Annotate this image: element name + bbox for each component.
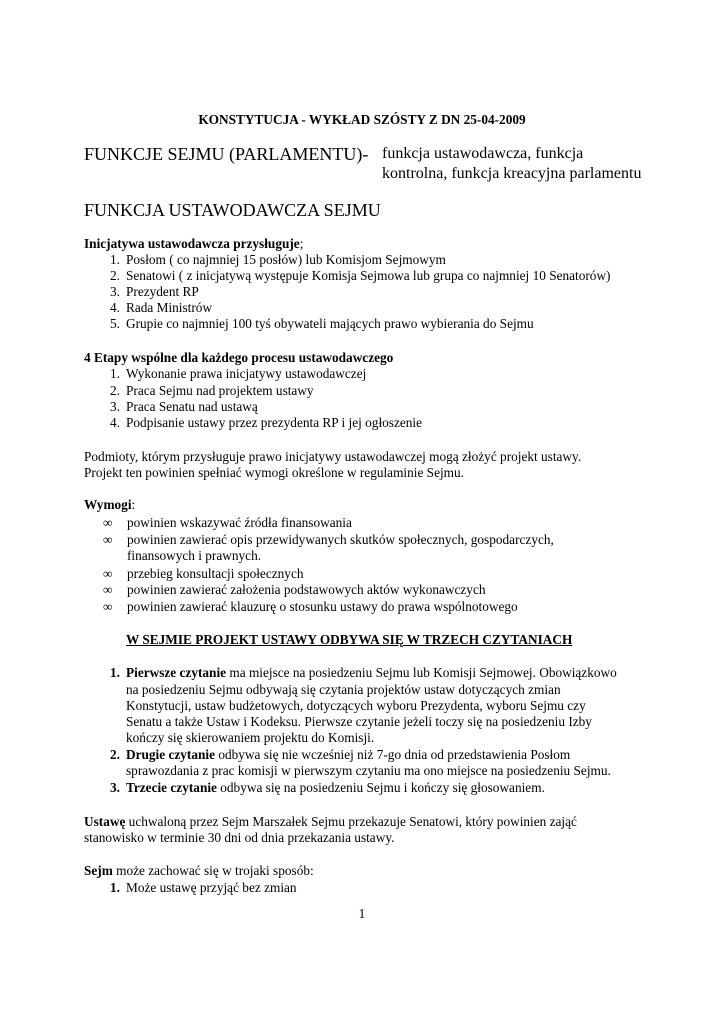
section-heading-functions: FUNKCJE SEJMU (PARLAMENTU)- (84, 144, 369, 164)
paragraph-act-line1: Ustawę uchwaloną przez Sejm Marszałek Sejmu przekazuje Senatowi, który powinien zająć (84, 814, 577, 829)
reading-item: 1. Pierwsze czytanie ma miejsce na posiedzeniu Sejmu lub Komisji Sejmowej. Obowiązkowo (110, 665, 617, 680)
infinity-bullet-icon: ∞ (103, 566, 113, 581)
reading-item-line: Senatu a także Ustaw i Kodeksu. Pierwsze czytanie jeżeli toczy się na posiedzeniu Izby (126, 714, 592, 729)
section-heading-legislative: FUNKCJA USTAWODAWCZA SEJMU (84, 200, 381, 220)
list-item: ∞ powinien zawierać klauzurę o stosunku ustawy do prawa wspólnotowego (103, 599, 518, 614)
document-title: KONSTYTUCJA - WYKŁAD SZÓSTY Z DN 25-04-2009 (198, 112, 526, 127)
list-item: 3. Praca Senatu nad ustawą (110, 399, 258, 414)
reading-item-line: sprawozdania z prac komisji w pierwszym czytaniu ma ono miejsce na posiedzeniu Sejmu. (126, 763, 611, 778)
reading-item-line: kończy się skierowaniem projektu do Komisji. (126, 730, 375, 745)
list-item: 1. Może ustawę przyjąć bez zmian (110, 880, 297, 895)
reading-item: 3. Trzecie czytanie odbywa się na posiedzeniu Sejmu i kończy się głosowaniem. (110, 780, 545, 795)
list-item: ∞ powinien wskazywać źródła finansowania (103, 515, 352, 530)
initiative-label: Inicjatywa ustawodawcza przysługuje; (84, 236, 304, 251)
list-item: ∞ przebieg konsultacji społecznych (103, 566, 304, 581)
requirements-label: Wymogi: (84, 497, 136, 512)
readings-heading: W SEJMIE PROJEKT USTAWY ODBYWA SIĘ W TRZECH CZYTANIACH (126, 632, 573, 647)
paragraph-subjects-line1: Podmioty, którym przysługuje prawo inicjatywy ustawodawczej mogą złożyć projekt ustawy. (84, 449, 582, 464)
list-item: 4. Podpisanie ustawy przez prezydenta RP i jej ogłoszenie (110, 415, 423, 430)
infinity-bullet-icon: ∞ (103, 582, 113, 597)
reading-item-line: na posiedzeniu Sejmu odbywają się czytania projektów ustaw dotyczących zmian (126, 682, 561, 697)
paragraph-act-line2: stanowisko w terminie 30 dni od dnia przekazania ustawy. (84, 830, 395, 845)
paragraph-subjects-line2: Projekt ten powinien spełniać wymogi określone w regulaminie Sejmu. (84, 465, 464, 480)
page-number: 1 (358, 906, 366, 921)
list-item: 4. Rada Ministrów (110, 300, 213, 315)
stages-label: 4 Etapy wspólne dla każdego procesu ustawodawczego (84, 350, 394, 365)
section-heading-functions-list-line2: kontrolna, funkcja kreacyjna parlamentu (382, 165, 642, 182)
list-item: 5. Grupie co najmniej 100 tyś obywateli mających prawo wybierania do Sejmu (110, 316, 534, 331)
list-item: ∞ powinien zawierać opis przewidywanych skutków społecznych, gospodarczych, (103, 532, 554, 547)
section-heading-functions-list-line1: funkcja ustawodawcza, funkcja (382, 145, 584, 162)
list-item: 2. Senatowi ( z inicjatywą występuje Komisja Sejmowa lub grupa co najmniej 10 Senatorów) (110, 268, 611, 283)
list-item: ∞ powinien zawierać założenia podstawowych aktów wykonawczych (103, 582, 486, 597)
list-item: 1. Wykonanie prawa inicjatywy ustawodawczej (110, 366, 367, 381)
reading-item-line: Konstytucji, ustaw budżetowych, dotyczących wyboru Prezydenta, wyboru Sejmu czy (126, 698, 586, 713)
infinity-bullet-icon: ∞ (103, 532, 113, 547)
list-item-continuation: finansowych i prawnych. (127, 548, 262, 563)
infinity-bullet-icon: ∞ (103, 515, 113, 530)
list-item: 3. Prezydent RP (110, 284, 199, 299)
list-item: 1. Posłom ( co najmniej 15 posłów) lub Komisjom Sejmowym (110, 252, 446, 267)
reading-item: 2. Drugie czytanie odbywa się nie wcześniej niż 7-go dnia od przedstawienia Posłom (110, 747, 571, 762)
infinity-bullet-icon: ∞ (103, 599, 113, 614)
list-item: 2. Praca Sejmu nad projektem ustawy (110, 383, 314, 398)
paragraph-sejm: Sejm może zachować się w trojaki sposób: (84, 863, 314, 878)
